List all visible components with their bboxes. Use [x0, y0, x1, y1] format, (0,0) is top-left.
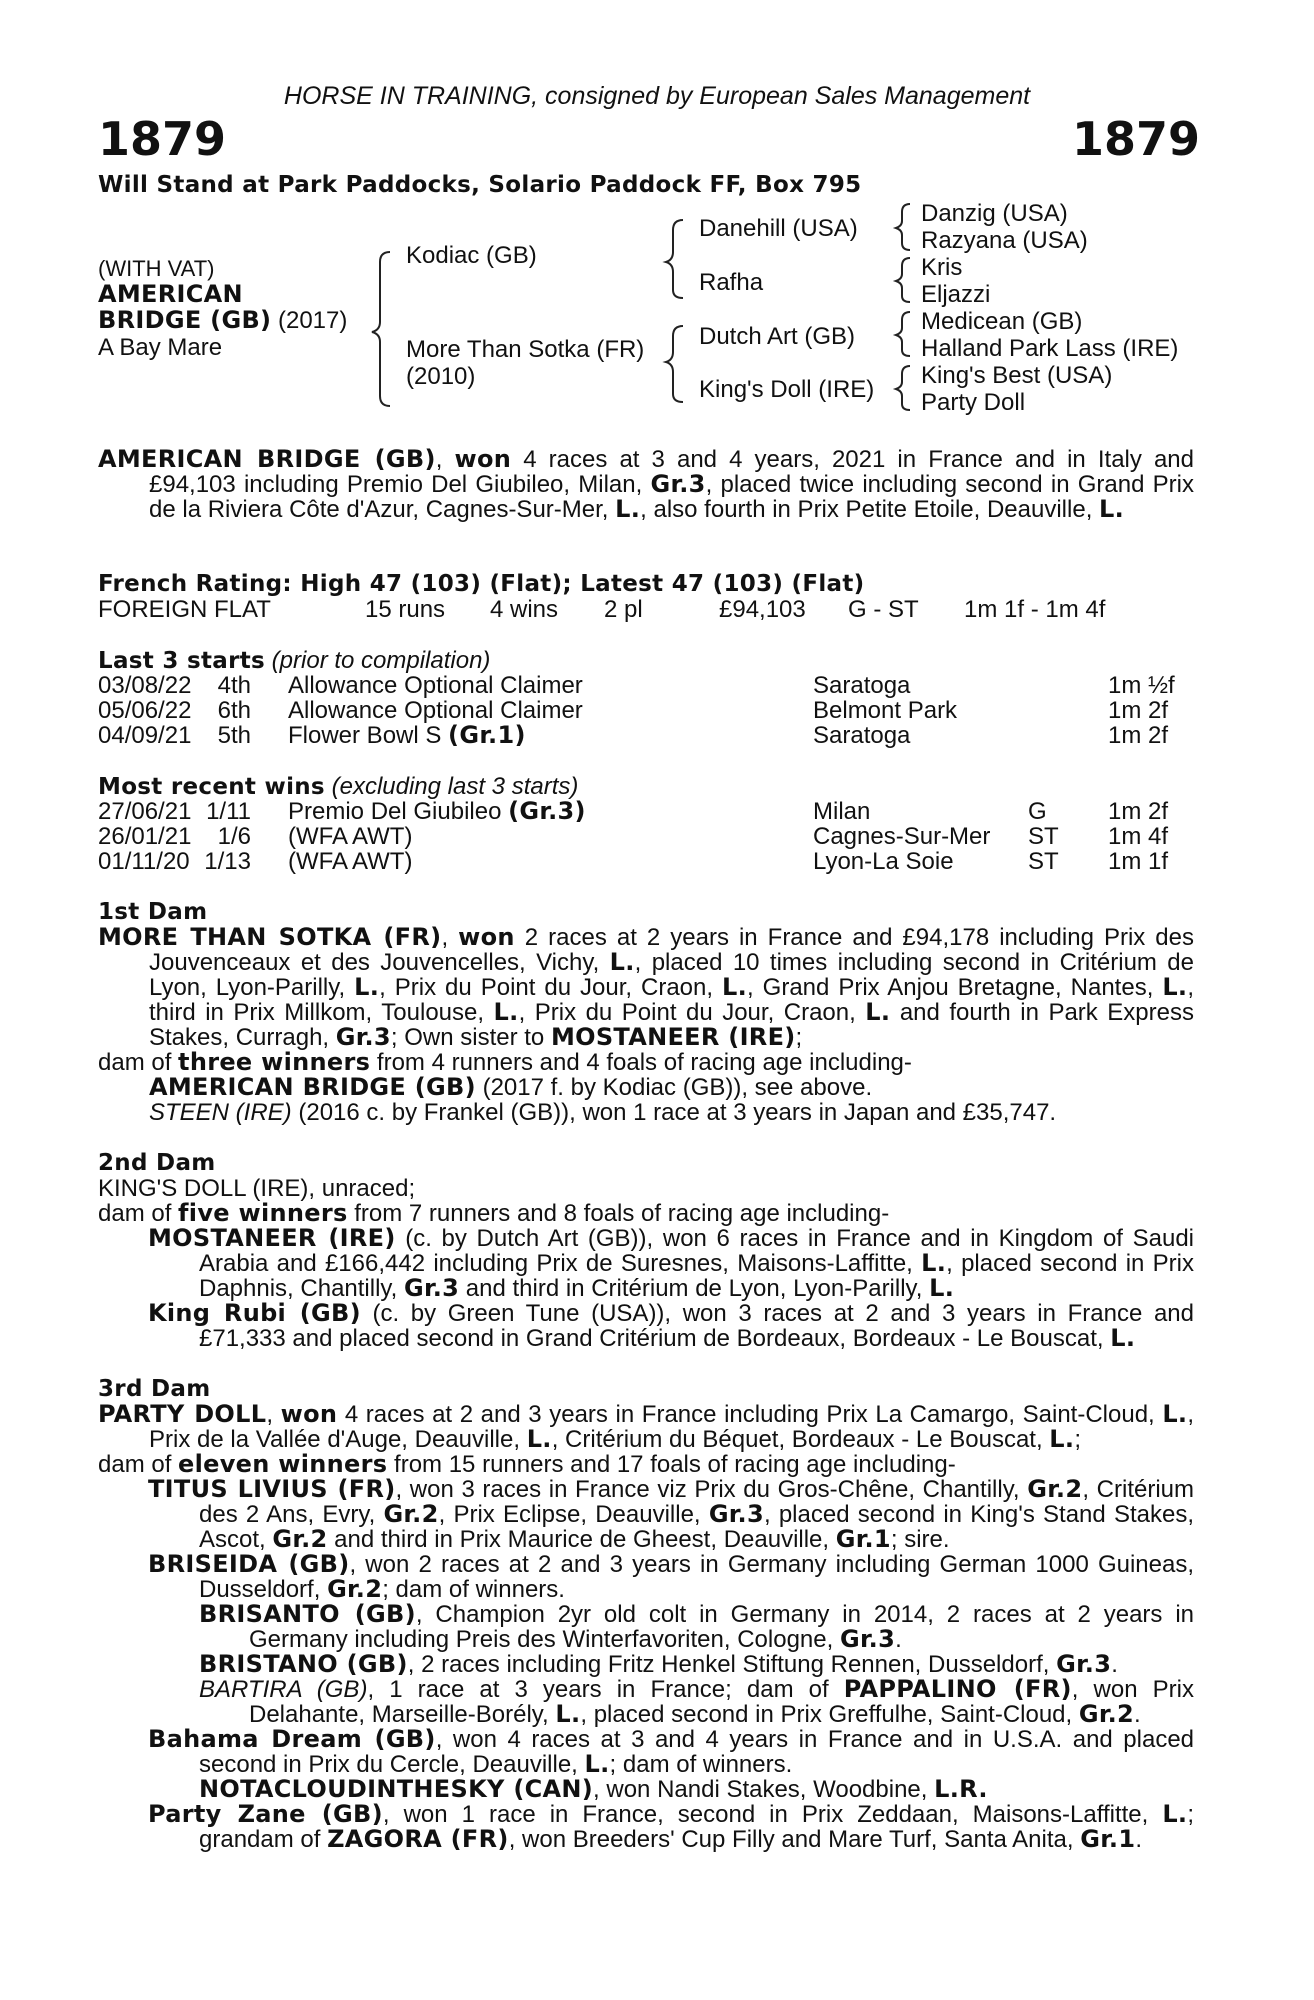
dam2-heading: 2nd Dam: [98, 1150, 216, 1176]
recent-pos: 1/6: [217, 823, 251, 850]
horse-name: BRIDGE (GB): [98, 306, 272, 334]
pedigree-dam-dam: King's Doll (IRE): [699, 376, 875, 403]
rating-going: G - ST: [848, 596, 919, 623]
last3-race: [288, 698, 583, 723]
pedigree-g1: Danzig (USA): [921, 200, 1068, 227]
last3-row: [98, 723, 1198, 748]
last3-heading-line: [98, 648, 490, 674]
pedigree-g2: Razyana (USA): [921, 227, 1088, 254]
last3-track: Belmont Park: [813, 697, 958, 724]
recent-race-grade: (Gr.3): [508, 797, 586, 825]
rating-wins: 4 wins: [490, 596, 559, 623]
pedigree-sire-sire: Danehill (USA): [699, 215, 858, 242]
pedigree-g5: Medicean (GB): [921, 308, 1083, 335]
dam1-heading: 1st Dam: [98, 899, 208, 925]
pedigree-dam-sire: Dutch Art (GB): [699, 323, 856, 350]
pedigree-g3: Kris: [921, 254, 963, 281]
rating-category: FOREIGN FLAT: [98, 596, 271, 623]
stand-location: Will Stand at Park Paddocks, Solario Paddock FF, Box 795: [98, 172, 862, 198]
last3-pos: 6th: [217, 697, 251, 724]
recent-date: 26/01/21: [98, 823, 192, 850]
last3-pos: 5th: [217, 722, 251, 749]
last3-heading: Last 3 starts: [98, 648, 266, 674]
last3-row: [98, 673, 1198, 698]
recent-race-name: Premio Del Giubileo: [288, 798, 509, 825]
dam3-heading: 3rd Dam: [98, 1376, 211, 1402]
dam2-text: KING'S DOLL (IRE), unraced; dam of five winners from 7 runners and 8 foals of racing age including- MOSTANEER (IRE) (c. by Dutch Art (GB)), won 6 races in France and in Kingdom of Saudi Arabia and £166,442 including Prix de Suresnes, Maisons-Laffitte, L., placed second in Prix Daphnis, Chantilly, Gr.3 and third in Critérium de Lyon, Lyon-Parilly, L. King Rubi (GB) (c. by Green Tune (USA)), won 3 races at 2 and 3 years in France and £71,333 and placed second in Grand Critérium de Bordeaux, Bordeaux - Le Bouscat, L.: [98, 1175, 1195, 1352]
pedigree-g8: Party Doll: [921, 389, 1026, 416]
rating-runs: 15 runs: [365, 596, 446, 623]
last3-pos: 4th: [217, 672, 251, 699]
rating-heading: French Rating: High 47 (103) (Flat); Latest 47 (103) (Flat): [98, 571, 865, 597]
rating-row: [98, 597, 1198, 622]
recent-dist: 1m 4f: [1108, 823, 1169, 850]
recent-track: Cagnes-Sur-Mer: [813, 823, 991, 850]
pedigree-g6: Halland Park Lass (IRE): [921, 335, 1179, 362]
recent-date: 27/06/21: [98, 798, 192, 825]
recent-pos: 1/13: [204, 848, 251, 875]
catalogue-header: HORSE IN TRAINING, consigned by European Sales Management: [283, 82, 1031, 110]
recent-row: [98, 824, 1198, 849]
last3-race-name: Allowance Optional Claimer: [288, 697, 583, 724]
pedigree-dam-year: (2010): [406, 363, 476, 390]
horse-description: A Bay Mare: [98, 334, 223, 361]
recent-heading-line: [98, 774, 578, 800]
last3-row: [98, 698, 1198, 723]
rating-earnings: £94,103: [719, 596, 806, 623]
recent-track: Milan: [813, 798, 871, 825]
recent-race-name: (WFA AWT): [288, 848, 413, 875]
last3-race: [288, 673, 583, 698]
horse-name-line1: AMERICAN: [98, 280, 243, 308]
pedigree-g7: King's Best (USA): [921, 362, 1113, 389]
last3-note: (prior to compilation): [265, 647, 491, 674]
recent-heading: Most recent wins: [98, 774, 325, 800]
recent-track: Lyon-La Soie: [813, 848, 954, 875]
lot-number-right: 1879: [1071, 112, 1200, 166]
recent-note: (excluding last 3 starts): [324, 773, 579, 800]
horse-summary: AMERICAN BRIDGE (GB), won 4 races at 3 and 4 years, 2021 in France and in Italy and £94,103 including Premio Del Giubileo, Milan, Gr.3, placed twice including second in Grand Prix de la Riviera Côte d'Azur, Cagnes-Sur-Mer, L., also fourth in Prix Petite Etoile, Deauville, L.: [98, 445, 1195, 523]
recent-race: [288, 799, 586, 824]
last3-track: Saratoga: [813, 722, 911, 749]
last3-date: 03/08/22: [98, 672, 192, 699]
recent-row: [98, 799, 1198, 824]
lot-number-left: 1879: [98, 112, 227, 166]
recent-going: G: [1028, 798, 1047, 825]
horse-year: (2017): [271, 307, 348, 334]
recent-going: ST: [1028, 848, 1059, 875]
pedigree-g4: Eljazzi: [921, 281, 991, 308]
rating-distances: 1m 1f - 1m 4f: [964, 596, 1106, 623]
pedigree-brackets: [0, 0, 1314, 430]
last3-dist: 1m 2f: [1108, 697, 1169, 724]
pedigree-sire: Kodiac (GB): [406, 242, 537, 269]
recent-date: 01/11/20: [98, 848, 190, 875]
last3-date: 04/09/21: [98, 722, 192, 749]
recent-race-name: (WFA AWT): [288, 823, 413, 850]
last3-date: 05/06/22: [98, 697, 192, 724]
pedigree-sire-dam: Rafha: [699, 269, 764, 296]
recent-race: [288, 849, 412, 874]
dam1-text: MORE THAN SOTKA (FR), won 2 races at 2 years in France and £94,178 including Prix des Jouvenceaux et des Jouvencelles, Vichy, L., placed 10 times including second in Critérium de Lyon, Lyon-Parilly, L., Prix du Point du Jour, Craon, L., Grand Prix Anjou Bretagne, Nantes, L., third in Prix Millkom, Toulouse, L., Prix du Point du Jour, Craon, L. and fourth in Park Express Stakes, Curragh, Gr.3; Own sister to MOSTANEER (IRE); dam of three winners from 4 runners and 4 foals of racing age including- AMERICAN BRIDGE (GB) (2017 f. by Kodiac (GB)), see above. STEEN (IRE) (2016 c. by Frankel (GB)), won 1 race at 3 years in Japan and £35,747.: [98, 923, 1195, 1126]
last3-race-name: Flower Bowl S: [288, 722, 449, 749]
last3-race: [288, 723, 526, 748]
dam3-text: PARTY DOLL, won 4 races at 2 and 3 years in France including Prix La Camargo, Saint-Cloud, L., Prix de la Vallée d'Auge, Deauville, L., Critérium du Béquet, Bordeaux - Le Bouscat, L.; dam of eleven winners from 15 runners and 17 foals of racing age including- TITUS LIVIUS (FR), won 3 races in France viz Prix du Gros-Chêne, Chantilly, Gr.2, Critérium des 2 Ans, Evry, Gr.2, Prix Eclipse, Deauville, Gr.3, placed second in King's Stand Stakes, Ascot, Gr.2 and third in Prix Maurice de Gheest, Deauville, Gr.1; sire. BRISEIDA (GB), won 2 races at 2 and 3 years in Germany including German 1000 Guineas, Dusseldorf, Gr.2; dam of winners. BRISANTO (GB), Champion 2yr old colt in Germany in 2014, 2 races at 2 years in Germany including Preis des Winterfavoriten, Cologne, Gr.3. BRISTANO (GB), 2 races including Fritz Henkel Stiftung Rennen, Dusseldorf, Gr.3. BARTIRA (GB), 1 race at 3 years in France; dam of PAPPALINO (FR), won Prix Delahante, Marseille-Borély, L., placed second in Prix Greffulhe, Saint-Cloud, Gr.2. Bahama Dream (GB), won 4 races at 3 and 4 years in France and in U.S.A. and placed second in Prix du Cercle, Deauville, L.; dam of winners. NOTACLOUDINTHESKY (CAN), won Nandi Stakes, Woodbine, L.R. Party Zane (GB), won 1 race in France, second in Prix Zeddaan, Maisons-Laffitte, L.; grandam of ZAGORA (FR), won Breeders' Cup Filly and Mare Turf, Santa Anita, Gr.1.: [98, 1400, 1195, 1853]
last3-race-grade: (Gr.1): [448, 721, 526, 749]
recent-row: [98, 849, 1198, 874]
pedigree-dam: More Than Sotka (FR): [406, 336, 645, 363]
vat-note: (WITH VAT): [98, 256, 215, 281]
last3-dist: 1m ½f: [1108, 672, 1175, 699]
recent-going: ST: [1028, 823, 1059, 850]
last3-track: Saratoga: [813, 672, 911, 699]
rating-placed: 2 pl: [604, 596, 643, 623]
recent-dist: 1m 1f: [1108, 848, 1169, 875]
recent-dist: 1m 2f: [1108, 798, 1169, 825]
recent-pos: 1/11: [206, 798, 251, 825]
recent-race: [288, 824, 412, 849]
last3-dist: 1m 2f: [1108, 722, 1169, 749]
last3-race-name: Allowance Optional Claimer: [288, 672, 583, 699]
